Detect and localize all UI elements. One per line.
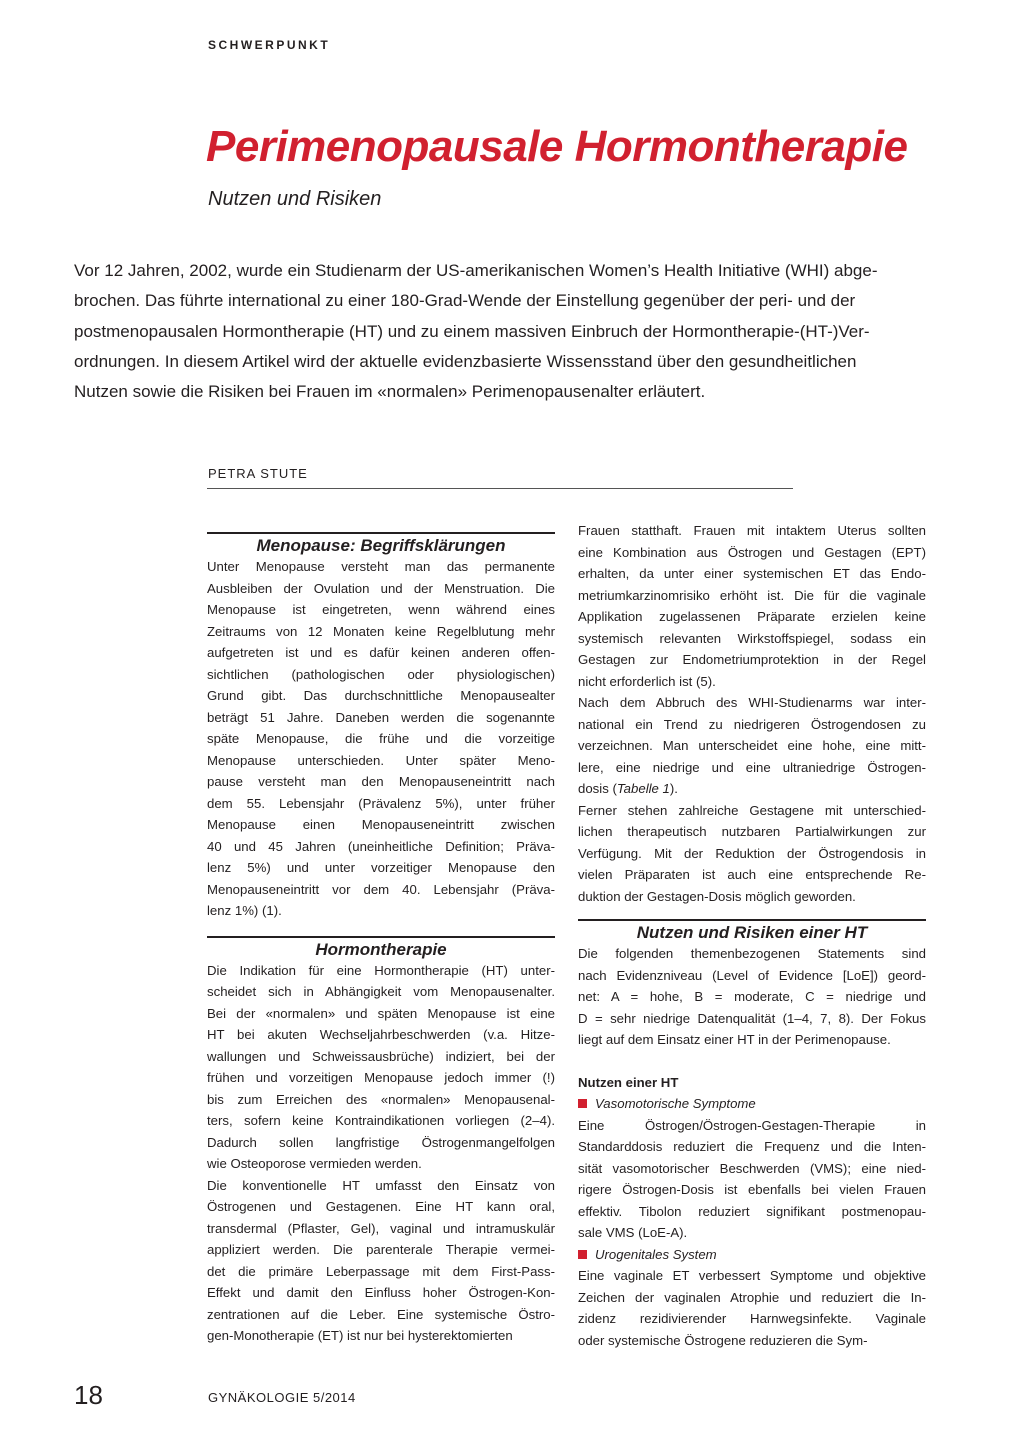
paragraph-line: transdermal (Pflaster, Gel), vaginal und intramuskulär [207, 1220, 555, 1236]
heading-rule [207, 936, 555, 938]
paragraph-line: sichtlichen (pathologischen oder physiologischen) [207, 666, 555, 682]
paragraph-line: Ausbleiben der Ovulation und der Menstruation. Die [207, 580, 555, 596]
paragraph-line: Nach dem Abbruch des WHI-Studienarms war inter- [578, 695, 926, 710]
section-label: SCHWERPUNKT [208, 38, 331, 52]
paragraph-line: oder systemische Östrogene reduzieren die Sym- [578, 1332, 868, 1348]
page-number: 18 [74, 1380, 103, 1410]
left-column [207, 532, 555, 1347]
paragraph-line: lere, eine niedrige und eine ultraniedrige Östrogen- [578, 759, 926, 775]
paragraph-line: Zeichen der vaginalen Atrophie und reduziert die In- [578, 1289, 926, 1305]
paragraph-line: Effekt und damit den Einfluss hoher Östrogen-Kon- [207, 1285, 555, 1300]
paragraph-line: wallungen und Schweissausbrüche) indiziert, bei der [207, 1048, 555, 1064]
paragraph-line: rigere Östrogen-Dosis ist ebenfalls bei vielen Frauen [578, 1182, 926, 1197]
paragraph-line: eine Kombination aus Östrogen und Gestagen (EPT) [578, 544, 926, 560]
lead-line: postmenopausalen Hormontherapie (HT) und zu einem massiven Einbruch der Hormontherapie-(HT-)Ver- [74, 321, 870, 341]
paragraph-line: effektiv. Tibolon reduziert signifikant postmenopau- [578, 1203, 926, 1219]
paragraph-menopause [207, 556, 555, 922]
paragraph-line: Frauen statthaft. Frauen mit intaktem Uterus sollten [578, 523, 926, 538]
lead-line: ordnungen. In diesem Artikel wird der aktuelle evidenzbasierte Wissensstand über den gesundheitlichen [74, 351, 857, 371]
paragraph-line: pause versteht man den Menopauseneintritt nach [207, 774, 555, 789]
paragraph-line: Ferner stehen zahlreiche Gestagene mit unterschied- [578, 802, 926, 818]
paragraph-line: aufgetreten ist und es dafür keinen anderen offen- [207, 645, 555, 660]
bullet-vasomotorisch: Vasomotorische Symptome [578, 1093, 926, 1115]
paragraph-konventionelle-ht [207, 1175, 555, 1347]
paragraph-line: scheidet sich in Abhängigkeit vom Menopausenalter. [207, 984, 555, 999]
heading-nutzen-risiken: Nutzen und Risiken einer HT [636, 923, 868, 942]
article-title: Perimenopausale Hormontherapie [206, 122, 908, 171]
paragraph-line: Menopause einen Menopauseneintritt zwischen [207, 817, 555, 832]
lead-paragraph [74, 256, 926, 407]
paragraph-line: nach Evidenzniveau (Level of Evidence [LoE]) geord- [578, 967, 926, 983]
paragraph-line: Die konventionelle HT umfasst den Einsatz von [207, 1177, 555, 1193]
square-bullet-icon [578, 1099, 587, 1108]
paragraph-line: Grund gibt. Das durchschnittliche Menopausealter [207, 688, 555, 703]
paragraph-line: späte Menopause, die frühe und die vorzeitige [207, 731, 555, 746]
bullet-urogenital: Urogenitales System [578, 1244, 926, 1266]
paragraph-line: nicht erforderlich ist (5). [578, 673, 716, 689]
paragraph-line: Östrogenen und Gestagenen. Eine HT kann oral, [207, 1199, 555, 1214]
paragraph-line: sale VMS (LoE-A). [578, 1225, 688, 1240]
paragraph-uterus [578, 520, 926, 692]
heading-hormontherapie: Hormontherapie [315, 939, 447, 959]
paragraph-line: Die Indikation für eine Hormontherapie (HT) unter- [207, 962, 555, 978]
paragraph-line: Applikation zugelassenen Präparate erzielen keine [578, 609, 926, 624]
right-column [578, 520, 926, 1351]
heading-rule [207, 532, 555, 534]
heading-menopause: Menopause: Begriffsklärungen [256, 536, 506, 555]
table-reference: Tabelle 1 [616, 781, 670, 796]
paragraph-line: sität vasomotorischer Beschwerden (VMS); eine nied- [578, 1160, 926, 1176]
lead-line: Vor 12 Jahren, 2002, wurde ein Studienarm der US-amerikanischen Women’s Health Initiative (WHI) abge- [74, 261, 878, 280]
subheading-nutzen: Nutzen einer HT [578, 1074, 679, 1090]
journal-issue: GYNÄKOLOGIE 5/2014 [208, 1390, 356, 1405]
square-bullet-icon [578, 1250, 587, 1259]
paragraph-line: Menopause ist eingetreten, wenn während eines [207, 602, 555, 617]
paragraph-urogenital [578, 1265, 926, 1351]
paragraph-line: national ein Trend zu niedrigeren Östrogendosen zu [578, 716, 926, 732]
paragraph-line: Dadurch sollen langfristige Östrogenmangelfolgen [207, 1134, 555, 1150]
paragraph-line: Eine Östrogen/Östrogen-Gestagen-Therapie in [578, 1117, 926, 1133]
paragraph-line: lenz 5%) und unter vorzeitiger Menopause den [207, 860, 555, 875]
paragraph-line: systemisch relevanten Wirkstoffspiegel, sodass ein [578, 630, 926, 646]
paragraph-line: HT bei akuten Wechseljahrbeschwerden (v.a. Hitze- [207, 1027, 555, 1042]
paragraph-line: duktion der Gestagen-Dosis möglich geworden. [578, 888, 856, 904]
paragraph-statements [578, 943, 926, 1051]
paragraph-line: gen-Monotherapie (ET) ist nur bei hysterektomierten [207, 1328, 513, 1343]
article-subtitle: Nutzen und Risiken [208, 188, 382, 210]
paragraph-line: ters, sofern keine Kontraindikationen vorliegen (2–4). [207, 1113, 555, 1128]
paragraph-line: appliziert werden. Die parenterale Therapie vermei- [207, 1242, 555, 1257]
paragraph-line: liegt auf dem Einsatz einer HT in der Perimenopause. [578, 1032, 891, 1047]
paragraph-line: dosis (Tabelle 1). [578, 781, 678, 796]
paragraph-line: Unter Menopause versteht man das permanente [207, 559, 555, 574]
paragraph-vasomotorisch [578, 1115, 926, 1244]
paragraph-line: det die primäre Leberpassage mit dem First-Pass- [207, 1263, 555, 1279]
paragraph-line: verzeichnen. Man unterscheidet eine hohe, eine mitt- [578, 738, 926, 753]
paragraph-line: Eine vaginale ET verbessert Symptome und objektive [578, 1268, 926, 1283]
paragraph-line: beträgt 51 Jahre. Daneben werden die sogenannte [207, 709, 555, 725]
paragraph-line: Zeitraums von 12 Monaten keine Regelblutung mehr [207, 623, 555, 639]
paragraph-line: D = sehr niedrige Datenqualität (1–4, 7, 8). Der Fokus [578, 1010, 926, 1026]
lead-line: brochen. Das führte international zu einer 180-Grad-Wende der Einstellung gegenüber der peri- und der [74, 291, 856, 311]
author-name: PETRA STUTE [208, 466, 308, 481]
paragraph-line: Gestagen zur Endometriumprotektion in der Regel [578, 652, 926, 667]
paragraph-line: Bei der «normalen» und späten Menopause ist eine [207, 1005, 555, 1021]
paragraph-line: Menopause unterschieden. Unter später Meno- [207, 752, 555, 768]
paragraph-line: Verfügung. Mit der Reduktion der Östrogendosis in [578, 845, 926, 861]
paragraph-line: wie Osteoporose vermieden werden. [207, 1156, 422, 1171]
paragraph-line: Die folgenden themenbezogenen Statements sind [578, 946, 926, 961]
heading-rule [578, 919, 926, 921]
paragraph-line: Standarddosis reduziert die Frequenz und die Inten- [578, 1139, 926, 1154]
author-divider [207, 488, 793, 489]
paragraph-line: lenz 1%) (1). [207, 903, 282, 918]
paragraph-line: 40 und 45 Jahren (uneinheitliche Definition; Präva- [207, 838, 555, 854]
paragraph-line: net: A = hohe, B = moderate, C = niedrige und [578, 989, 926, 1004]
paragraph-line: bis zum Erreichen des «normalen» Menopausenal- [207, 1091, 555, 1107]
paragraph-line: dem 55. Lebensjahr (Prävalenz 5%), unter früher [207, 795, 555, 811]
paragraph-dosis [578, 692, 926, 800]
paragraph-line: frühen und vorzeitigen Menopause jedoch immer (!) [207, 1070, 555, 1085]
paragraph-line: erhalten, da unter einer systemischen ET das Endo- [578, 566, 926, 581]
paragraph-line: metriumkarzinomrisiko erhöht ist. Die für die vaginale [578, 587, 926, 603]
paragraph-line: lichen therapeutisch nutzbaren Partialwirkungen zur [578, 824, 926, 839]
paragraph-line: vielen Präparaten ist auch eine entsprechende Re- [578, 867, 926, 882]
paragraph-gestagene [578, 800, 926, 908]
paragraph-line: zentrationen auf die Leber. Eine systemische Östro- [207, 1306, 555, 1322]
lead-line: Nutzen sowie die Risiken bei Frauen im «normalen» Perimenopausenalter erläutert. [74, 382, 706, 402]
paragraph-line: zidenz rezidivierender Harnwegsinfekte. Vaginale [578, 1311, 926, 1326]
paragraph-line: Menopauseneintritt vor dem 40. Lebensjahr (Präva- [207, 881, 555, 897]
paragraph-indikation [207, 960, 555, 1175]
